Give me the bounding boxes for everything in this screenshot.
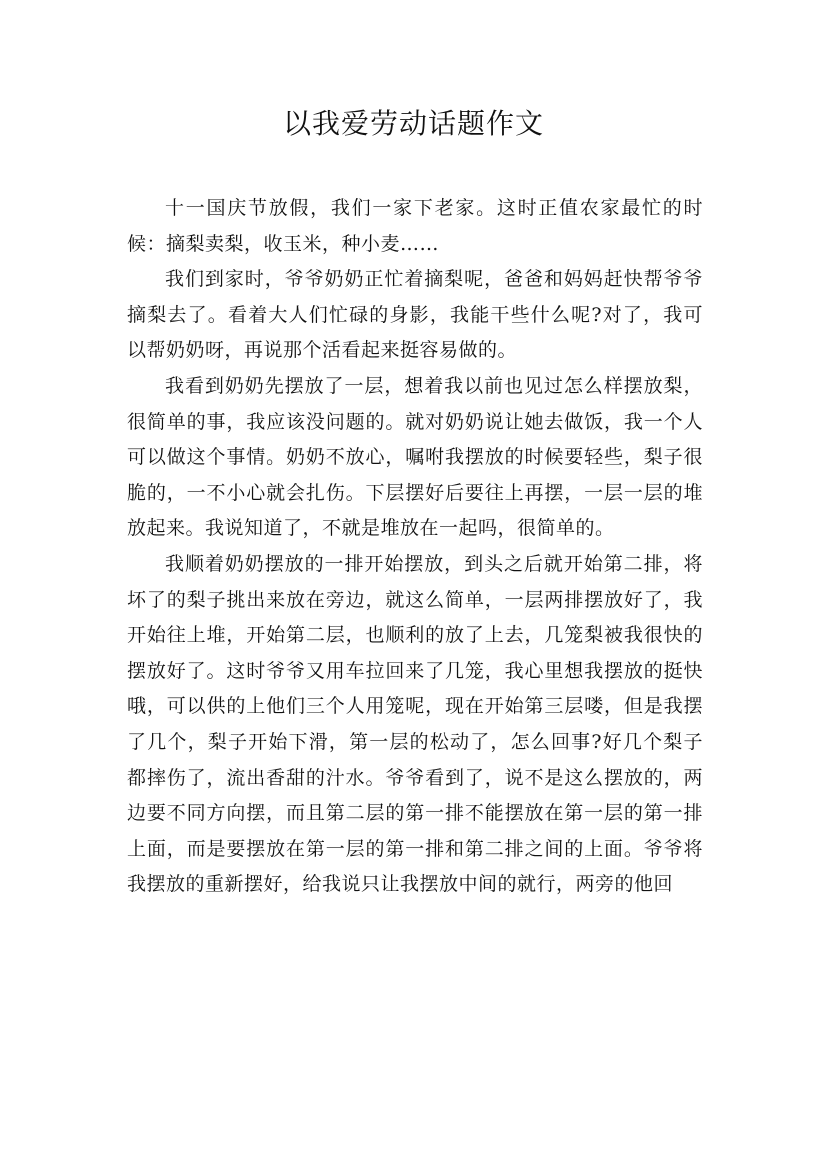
document-title: 以我爱劳动话题作文 [282, 107, 544, 140]
document-body [127, 191, 703, 903]
paragraph-1: 十一国庆节放假，我们一家下老家。这时正值农家最忙的时候：摘梨卖梨，收玉米，种小麦…… [127, 197, 703, 255]
paragraph-3: 我看到奶奶先摆放了一层，想着我以前也见过怎么样摆放梨，很简单的事，我应该没问题的。就对奶奶说让她去做饭，我一个人可以做这个事情。奶奶不放心，嘱咐我摆放的时候要轻些，梨子很脆的，一不小心就会扎伤。下层摆好后要往上再摆，一层一层的堆放起来。我说知道了，不就是堆放在一起吗，很简单的。 [127, 374, 703, 540]
paragraph-2: 我们到家时，爷爷奶奶正忙着摘梨呢，爸爸和妈妈赶快帮爷爷摘梨去了。看着大人们忙碌的身影，我能干些什么呢?对了，我可以帮奶奶呀，再说那个活看起来挺容易做的。 [127, 268, 703, 362]
paragraph-4: 我顺着奶奶摆放的一排开始摆放，到头之后就开始第二排，将坏了的梨子挑出来放在旁边，就这么简单，一层两排摆放好了，我开始往上堆，开始第二层，也顺利的放了上去，几笼梨被我很快的摆放好了。这时爷爷又用车拉回来了几笼，我心里想我摆放的挺快哦，可以供的上他们三个人用笼呢，现在开始第三层喽，但是我摆了几个，梨子开始下滑，第一层的松动了，怎么回事?好几个梨子都摔伤了，流出香甜的汁水。爷爷看到了，说不是这么摆放的，两边要不同方向摆，而且第二层的第一排不能摆放在第一层的第一排上面，而是要摆放在第一层的第一排和第二排之间的上面。爷爷将我摆放的重新摆好，给我说只让我摆放中间的就行，两旁的他回 [127, 552, 703, 896]
